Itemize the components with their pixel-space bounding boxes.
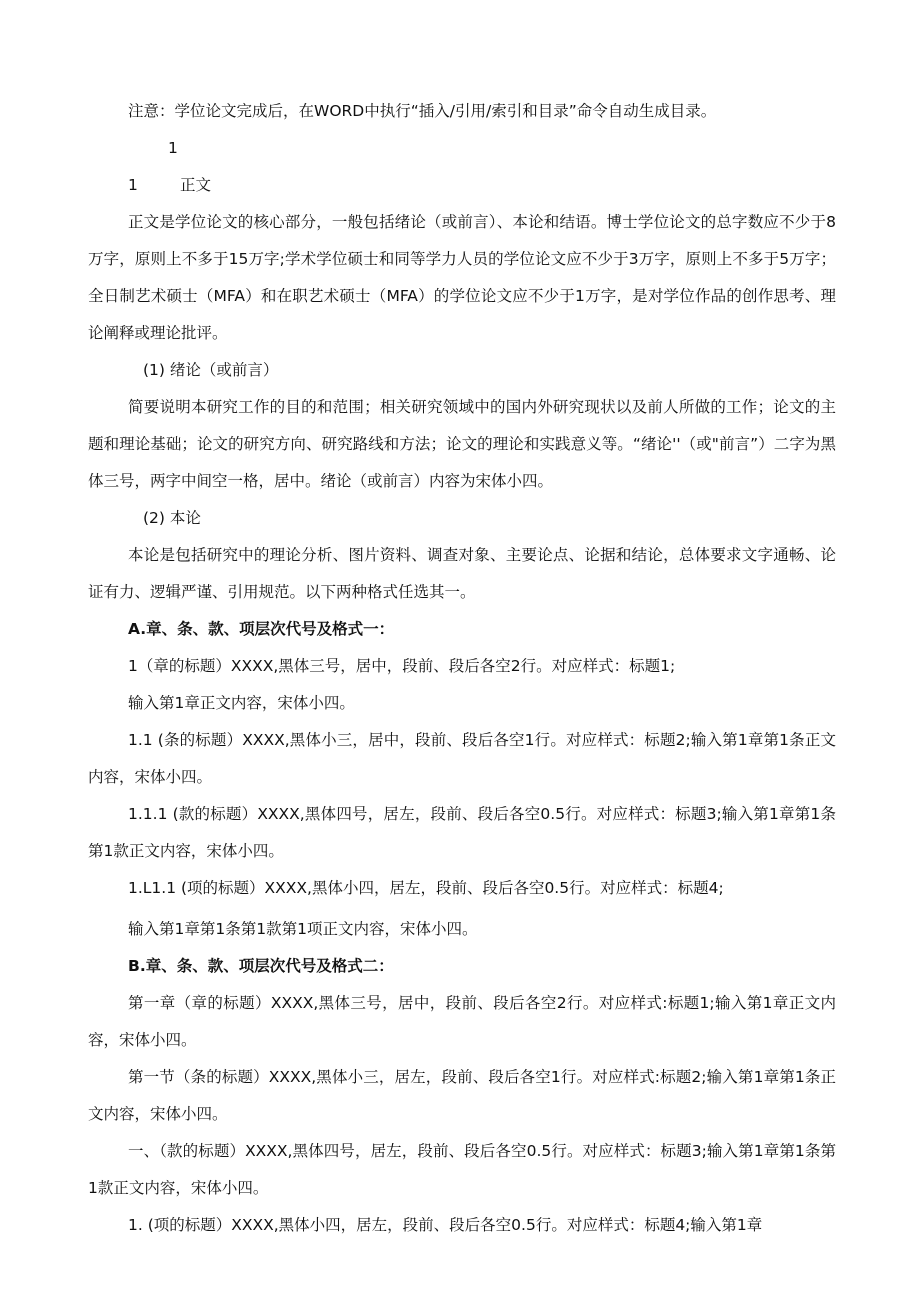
intro-paragraph: 正文是学位论文的核心部分，一般包括绪论（或前言）、本论和结语。博士学位论文的总字数应不少于8万字，原则上不多于15万字;学术学位硕士和同等学力人员的学位论文应不少于3万字，原则上不多于5万字；全日制艺术硕士（MFA）和在职艺术硕士（MFA）的学位论文应不少于1万字，是对学位作品的创作思考、理论阐释或理论批评。 xyxy=(88,213,836,342)
format-a-item: 1.L1.1 (项的标题）XXXX,黑体小四，居左，段前、段后各空0.5行。对应样式：标题4; xyxy=(128,879,724,897)
subsection-2-paragraph: 本论是包括研究中的理论分析、图片资料、调查对象、主要论点、论据和结论，总体要求文字通畅、论证有力、逻辑严谨、引用规范。以下两种格式任选其一。 xyxy=(88,546,836,601)
format-b-item: 第一章（章的标题）XXXX,黑体三号，居中，段前、段后各空2行。对应样式:标题1;输入第1章正文内容，宋体小四。 xyxy=(88,994,836,1049)
toc-note: 注意：学位论文完成后，在WORD中执行“插入/引用/索引和目录”命令自动生成目录。 xyxy=(128,102,717,120)
subsection-1-paragraph: 简要说明本研究工作的目的和范围；相关研究领域中的国内外研究现状以及前人所做的工作；论文的主题和理论基础；论文的研究方向、研究路线和方法；论文的理论和实践意义等。“绪论''（或"前言”）二字为黑体三号，两字中间空一格，居中。绪论（或前言）内容为宋体小四。 xyxy=(88,398,836,490)
format-b-item: 1. (项的标题）XXXX,黑体小四，居左，段前、段后各空0.5行。对应样式：标题4;输入第1章 xyxy=(128,1216,763,1234)
subsection-1-title: (1) 绪论（或前言） xyxy=(143,361,279,379)
subsection-2-title: (2) 本论 xyxy=(143,509,201,527)
section-number: 11 xyxy=(128,139,178,194)
format-a-item: 输入第1章正文内容，宋体小四。 xyxy=(128,694,355,712)
section-title: 正文 xyxy=(180,176,212,194)
format-a-item: 1.1 (条的标题）XXXX,黑体小三，居中，段前、段后各空1行。对应样式：标题2;输入第1章第1条正文内容，宋体小四。 xyxy=(88,731,836,786)
format-a-item: 1（章的标题）XXXX,黑体三号，居中，段前、段后各空2行。对应样式：标题1; xyxy=(128,657,676,675)
document-body xyxy=(88,93,836,1244)
format-b-title: B.章、条、款、项层次代号及格式二： xyxy=(128,957,394,975)
format-a-item: 1.1.1 (款的标题）XXXX,黑体四号，居左，段前、段后各空0.5行。对应样式：标题3;输入第1章第1条第1款正文内容，宋体小四。 xyxy=(88,805,836,860)
format-a-title: A.章、条、款、项层次代号及格式一： xyxy=(128,620,395,638)
format-b-item: 第一节（条的标题）XXXX,黑体小三，居左，段前、段后各空1行。对应样式:标题2;输入第1章第1条正文内容，宋体小四。 xyxy=(88,1068,836,1123)
format-b-item: 一、（款的标题）XXXX,黑体四号，居左，段前、段后各空0.5行。对应样式：标题3;输入第1章第1条第1款正文内容，宋体小四。 xyxy=(88,1142,836,1197)
section-heading xyxy=(88,130,836,204)
format-a-item: 输入第1章第1条第1款第1项正文内容，宋体小四。 xyxy=(128,920,478,938)
